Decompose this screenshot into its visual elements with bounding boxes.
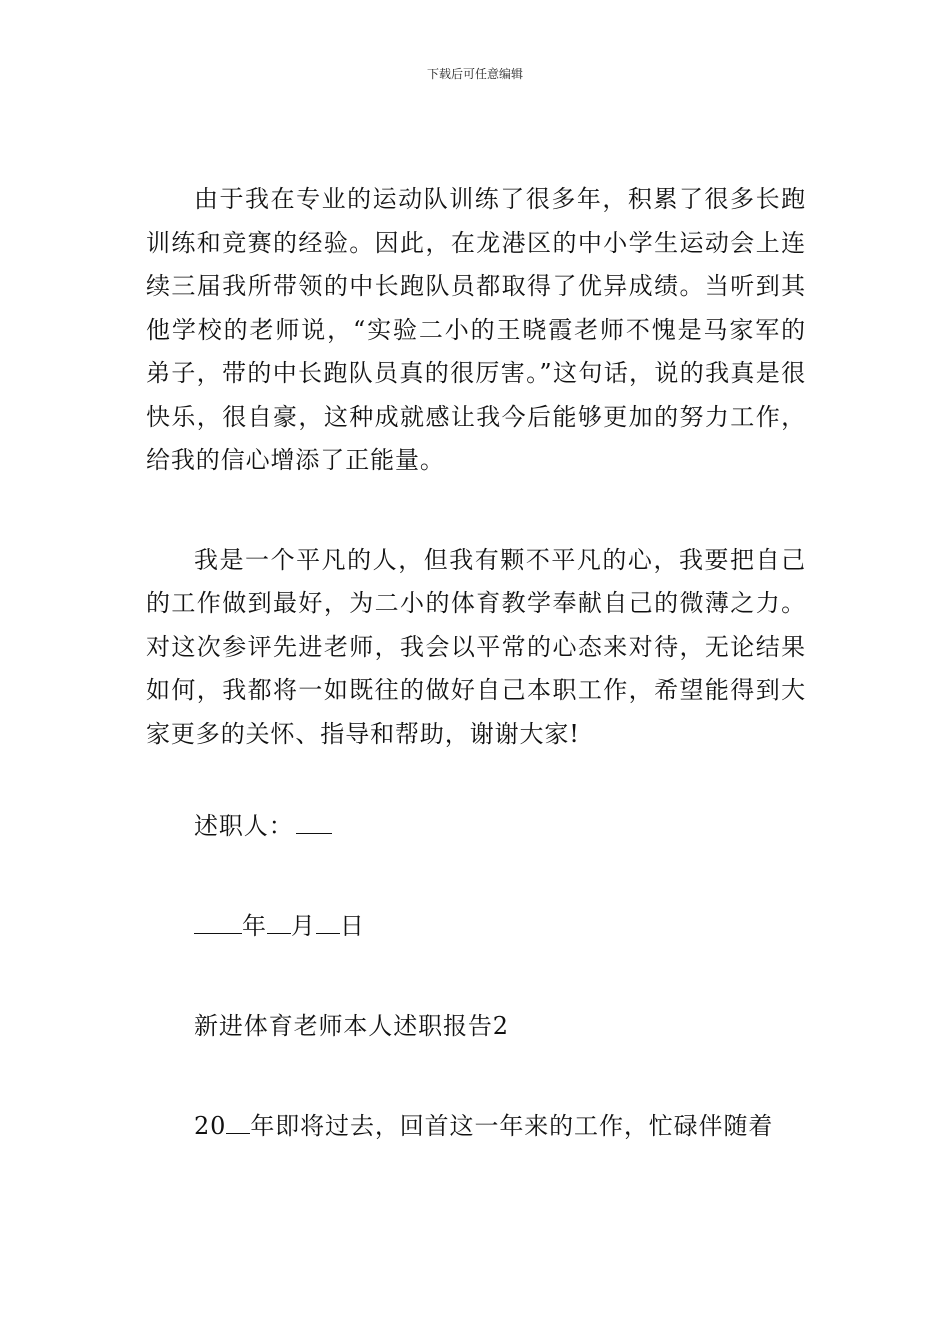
month-blank [267, 913, 291, 934]
paragraph-1: 由于我在专业的运动队训练了很多年，积累了很多长跑训练和竞赛的经验。因此，在龙港区的中小学生运动会上连续三届我所带领的中长跑队员都取得了优异成绩。当听到其他学校的老师说，“实验二小的王晓霞老师不愧是马家军的弟子，带的中长跑队员真的很厉害。”这句话，说的我真是很快乐，很自豪，这种成就感让我今后能够更加的努力工作，给我的信心增添了正能量。 [146, 185, 806, 474]
next-paragraph-prefix: 20 [194, 1112, 227, 1140]
day-char: 日 [339, 912, 365, 940]
signature-label: 述职人： [194, 812, 294, 840]
signature-line [146, 804, 806, 848]
month-char: 月 [290, 912, 316, 940]
year-blank [194, 913, 242, 934]
document-body [146, 178, 806, 1148]
next-paragraph [146, 1104, 806, 1148]
year-digit-blank [226, 1113, 250, 1134]
paragraph-2: 我是一个平凡的人，但我有颗不平凡的心，我要把自己的工作做到最好，为二小的体育教学奉献自己的微薄之力。对这次参评先进老师，我会以平常的心态来对待，无论结果如何，我都将一如既往的做好自己本职工作，希望能得到大家更多的关怀、指导和帮助，谢谢大家! [146, 545, 806, 748]
year-char: 年 [242, 912, 267, 940]
signature-blank [296, 813, 332, 834]
day-blank [316, 913, 340, 934]
date-line [146, 904, 806, 948]
section-title: 新进体育老师本人述职报告2 [194, 1012, 509, 1040]
header-note: 下载后可任意编辑 [426, 67, 523, 81]
next-paragraph-text: 年即将过去，回首这一年来的工作，忙碌伴随着 [250, 1112, 774, 1140]
